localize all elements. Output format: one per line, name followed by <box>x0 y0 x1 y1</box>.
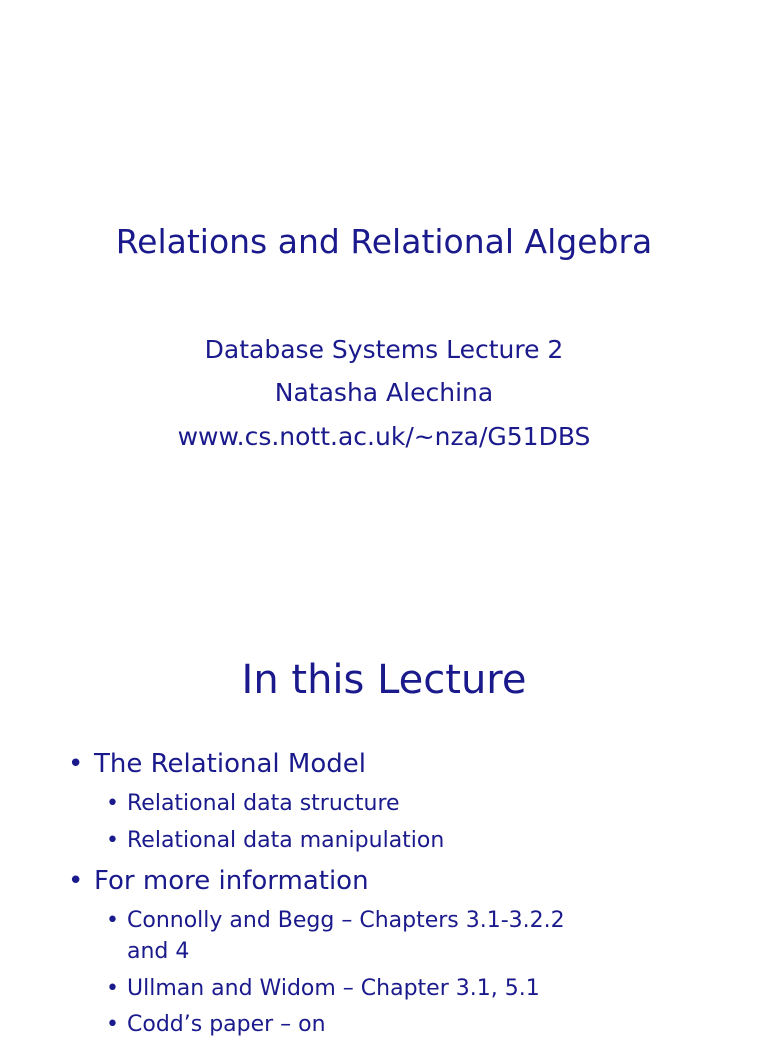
slide-title: Relations and Relational Algebra <box>115 222 653 261</box>
lecture-outline-slide <box>0 600 768 1037</box>
bullet-item-relational-model <box>68 748 366 780</box>
sub-bullet-label: Codd’s paper – on <box>127 1012 326 1037</box>
bullet-label: For more information <box>94 866 369 896</box>
bullet-marker: • <box>106 791 119 816</box>
sub-bullet-item <box>106 1010 326 1040</box>
bullet-label: The Relational Model <box>94 749 366 779</box>
bullet-marker: • <box>68 749 84 779</box>
bullet-marker: • <box>106 908 119 933</box>
bullet-marker: • <box>106 976 119 1001</box>
course-url: www.cs.nott.ac.uk/~nza/G51DBS <box>177 422 591 451</box>
bullet-marker: • <box>68 866 84 896</box>
sub-bullet-item <box>106 826 444 856</box>
sub-bullet-item <box>106 789 400 819</box>
sub-bullet-label: Connolly and Begg – Chapters 3.1-3.2.2 <box>127 908 565 933</box>
sub-bullet-label: Relational data manipulation <box>127 828 445 853</box>
bullet-item-more-information <box>68 865 369 897</box>
sub-bullet-label: Relational data structure <box>127 791 400 816</box>
bullet-marker: • <box>106 1012 119 1037</box>
sub-bullet-item <box>106 974 540 1004</box>
course-subtitle: Database Systems Lecture 2 <box>204 335 564 364</box>
outline-title: In this Lecture <box>241 657 527 703</box>
sub-bullet-continuation: and 4 <box>127 939 190 964</box>
bullet-marker: • <box>106 828 119 853</box>
author-name: Natasha Alechina <box>274 378 494 407</box>
sub-bullet-label: Ullman and Widom – Chapter 3.1, 5.1 <box>127 976 540 1001</box>
sub-bullet-item <box>106 906 565 936</box>
